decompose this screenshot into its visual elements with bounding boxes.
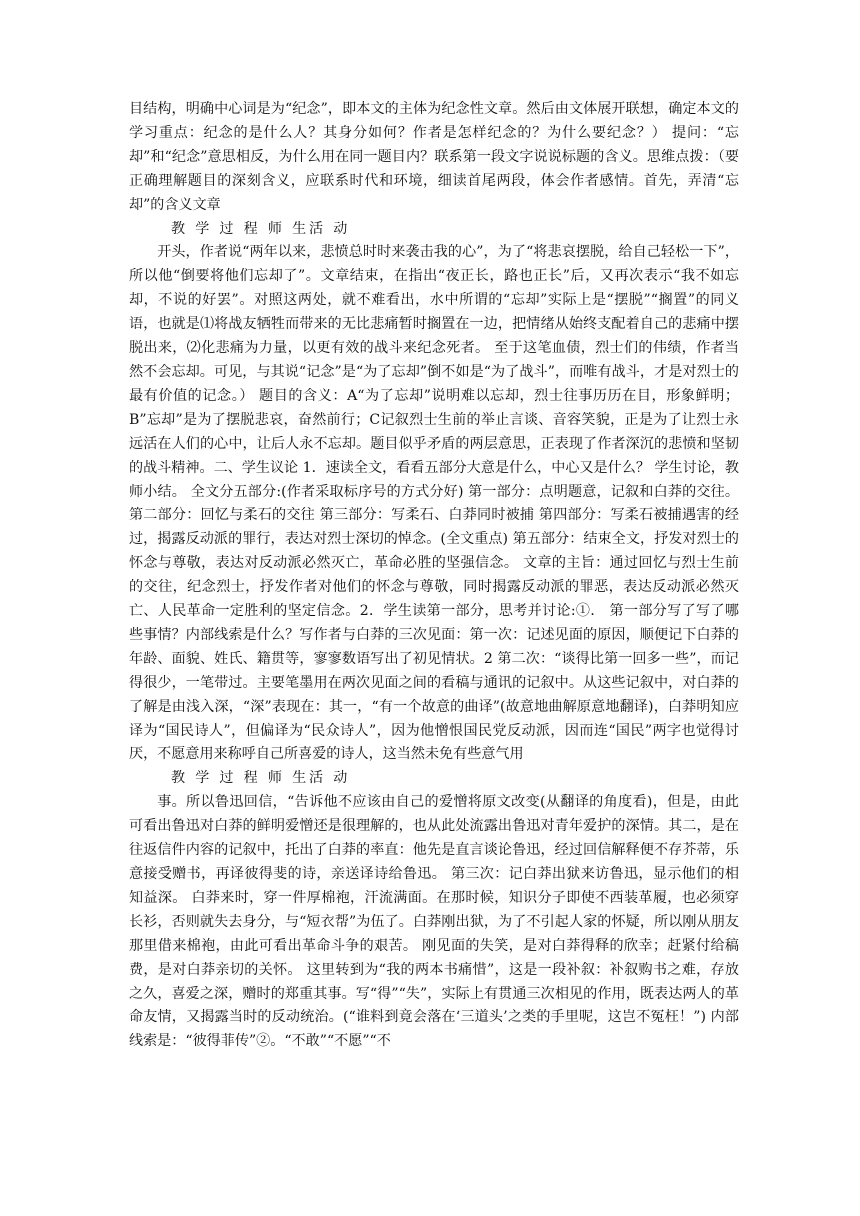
paragraph-body: 开头，作者说“两年以来，悲愤总时时来袭击我的心”，为了“将悲哀摆脱，给自己轻松一下”，所以他“倒要将他们忘却了”。文章结束，在指出“夜正长，路也正长”后，又再次表示“我不如忘却，不说的好罢”。对照这两处，就不难看出，水中所谓的“忘却”实际上是“摆脱”“搁置”的同义语，也就是⑴将战友牺牲而带来的无比悲痛暂时搁置在一边，把情绪从始终支配着自己的悲痛中摆脱出来，⑵化悲痛为力量，以更有效的战斗来纪念死者。 至于这笔血债，烈士们的伟绩，作者当然不会忘却。可见，与其说“记念”是“为了忘却”倒不如是“为了战斗”，而唯有战斗，才是对烈士的最有价值的记念。） 题目的含义：A“为了忘却”说明难以忘却，烈士往事历历在目，形象鲜明；B”忘却”是为了摆脱悲哀，奋然前行；C记叙烈士生前的举止言谈、音容笑貌，正是为了让烈士永远活在人们的心中，让后人永不忘却。题目似乎矛盾的两层意思，正表现了作者深沉的悲愤和坚韧的战斗精神。二、学生议论 1．速读全文，看看五部分大意是什么，中心又是什么？ 学生讨论，教师小结。 全文分五部分:(作者采取标序号的方式分好) 第一部分：点明题意，记叙和白莽的交往。第二部分：回忆与柔石的交往 第三部分：写柔石、白莽同时被捕 第四部分：写柔石被捕遇害的经过，揭露反动派的罪行，表达对烈士深切的悼念。(全文重点) 第五部分：结束全文，抒发对烈士的怀念与尊敬，表达对反动派必然灭亡，革命必胜的坚强信念。 文章的主旨：通过回忆与烈士生前的交往，纪念烈士，抒发作者对他们的怀念与尊敬，同时揭露反动派的罪恶，表达反动派必然灭亡、人民革命一定胜利的坚定信念。2．学生读第一部分，思考并讨论:①． 第一部分写了写了哪些事情？内部线索是什么？写作者与白莽的三次见面：第一次：记述见面的原因，顺便记下白莽的年龄、面貌、姓氏、籍贯等，寥寥数语写出了初见情状。2 第二次：“谈得比第一回多一些”，而记得很少，一笔带过。主要笔墨用在两次见面之间的看稿与通讯的记叙中。从这些记叙中，对白莽的了解是由浅入深，“深”表现在：其一，“有一个故意的曲译”(故意地曲解原意地翻译)，白莽明知应译为“国民诗人”，但偏译为“民众诗人”，因为他憎恨国民党反动派，因而连“国民”两字也觉得讨厌，不愿意用来称呼自己所喜爱的诗人，这当然未免有些意气用 [129, 244, 739, 763]
document-page [129, 98, 739, 1054]
section-heading: 教 学 过 程 师 生活 动 [171, 220, 351, 237]
section-heading: 教 学 过 程 师 生活 动 [171, 770, 351, 787]
paragraph-body: 事。所以鲁迅回信，“告诉他不应该由自己的爱憎将原文改变(从翻译的角度看)，但是，由此可看出鲁迅对白莽的鲜明爱憎还是很理解的，也从此处流露出鲁迅对青年爱护的深情。其二，是在往返信件内容的记叙中，托出了白莽的率直：他先是直言谈论鲁迅，经过回信解释便不存芥蒂，乐意接受赠书，再译彼得斐的诗，亲送译诗给鲁迅。 第三次：记白莽出狱来访鲁迅，显示他们的相知益深。 白莽来时，穿一件厚棉袍，汗流满面。在那时候，知识分子即使不西装革履，也必须穿长衫，否则就失去身分，与“短衣帮”为伍了。白莽刚出狱，为了不引起人家的怀疑，所以刚从朋友那里借来棉袍，由此可看出革命斗争的艰苦。 刚见面的失笑，是对白莽得释的欣幸；赶紧付给稿费，是对白莽亲切的关怀。 这里转到为“我的两本书痛惜”，这是一段补叙：补叙购书之难，存放之久，喜爱之深，赠时的郑重其事。写“得”“失”，实际上有贯通三次相见的作用，既表达两人的革命友情，又揭露当时的反动统治。(“谁料到竟会落在‘三道头’之类的手里呢，这岂不冤枉！”) 内部线索是：“彼得菲传”②。“不敢”“不愿”“不 [129, 794, 739, 1050]
paragraph-intro: 目结构，明确中心词是为“纪念”，即本文的主体为纪念性文章。然后由文体展开联想，确定本文的学习重点：纪念的是什么人？其身分如何？作者是怎样纪念的？为什么要纪念？） 提问：“忘却”和“纪念”意思相反，为什么用在同一题目内？联系第一段文字说说标题的含义。思维点拨：（要正确理解题目的深刻含义，应联系时代和环境，细读首尾两段，体会作者感情。首先，弄清“忘却”的含义文章 [129, 101, 739, 213]
